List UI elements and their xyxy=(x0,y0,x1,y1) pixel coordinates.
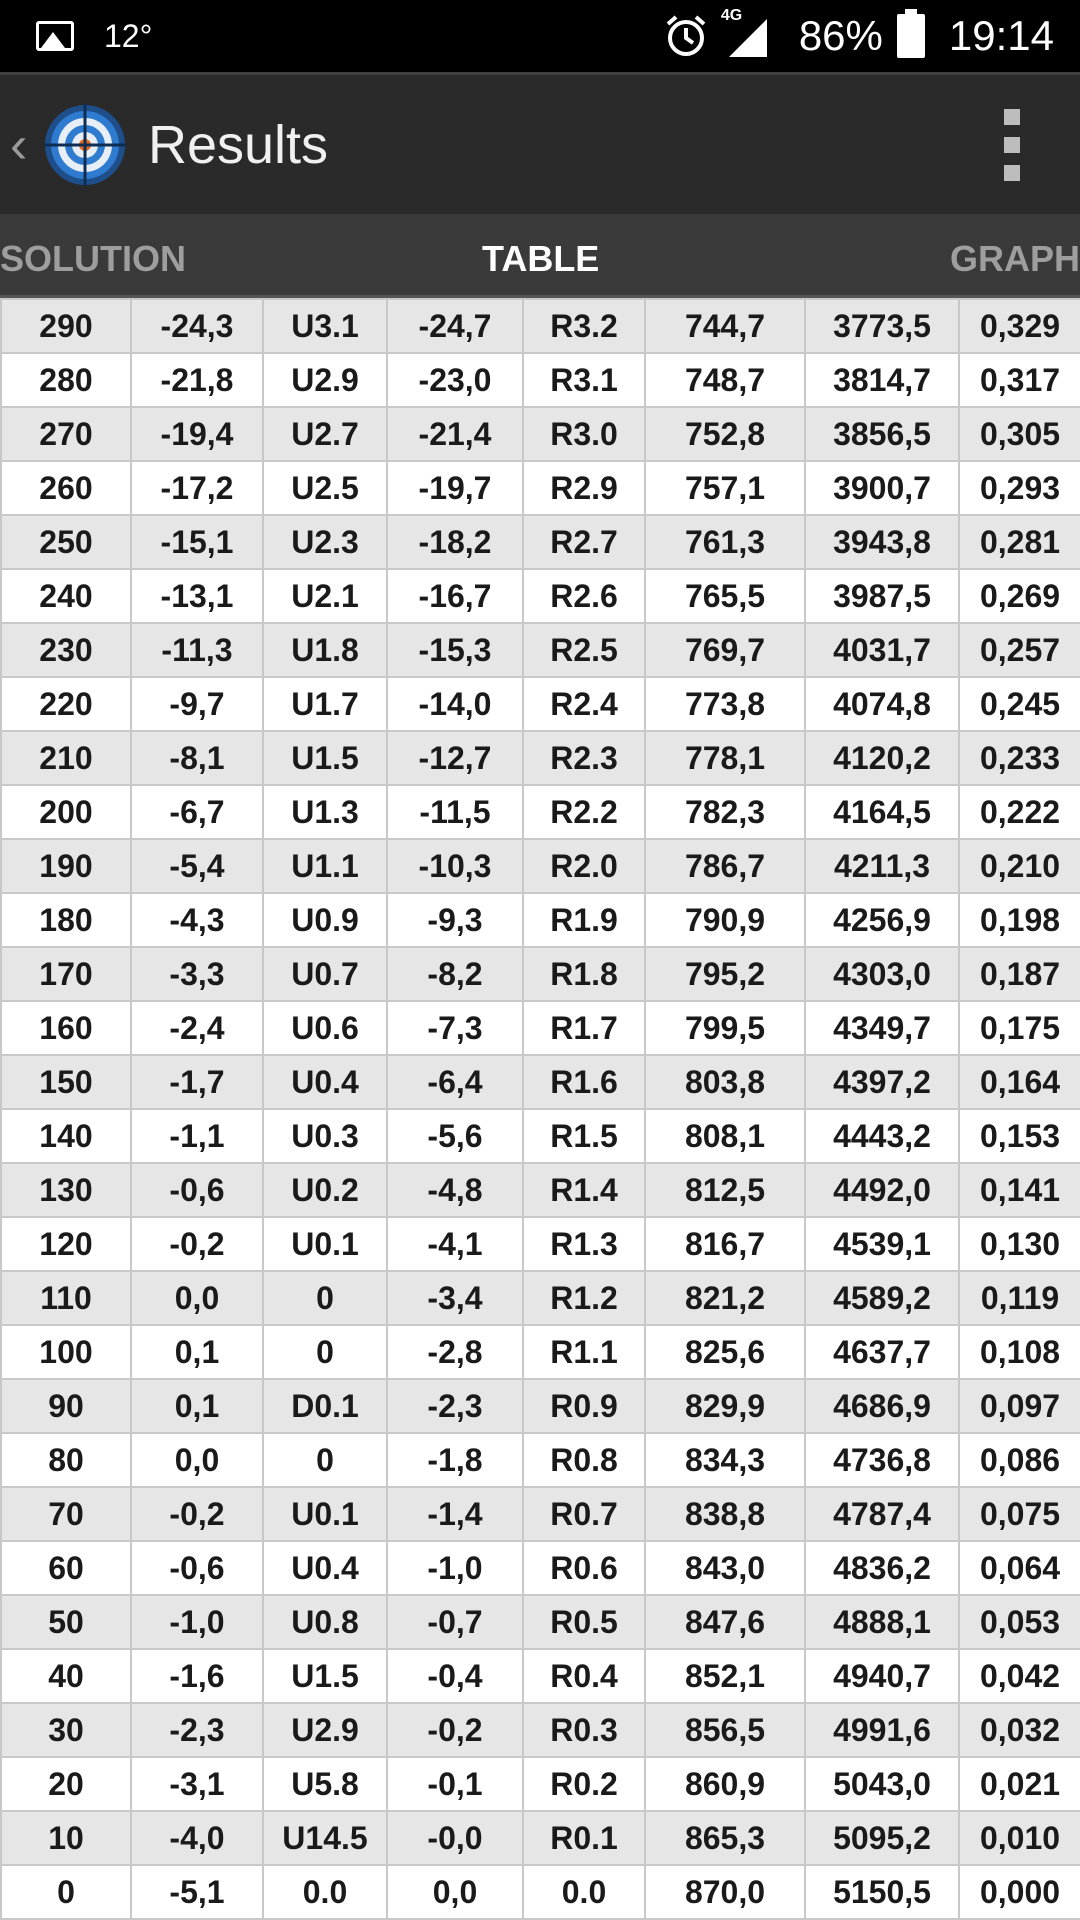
table-cell: -18,2 xyxy=(387,515,523,569)
table-cell: R1.9 xyxy=(523,893,645,947)
table-cell: -17,2 xyxy=(131,461,263,515)
table-cell: U0.2 xyxy=(263,1163,387,1217)
table-cell: 280 xyxy=(1,353,131,407)
table-cell: R0.4 xyxy=(523,1649,645,1703)
tab-table[interactable]: TABLE xyxy=(482,238,600,279)
table-row xyxy=(1,1649,1080,1703)
table-cell: 20 xyxy=(1,1757,131,1811)
table-cell: 769,7 xyxy=(645,623,805,677)
table-cell: 808,1 xyxy=(645,1109,805,1163)
table-cell: 821,2 xyxy=(645,1271,805,1325)
table-cell: -3,4 xyxy=(387,1271,523,1325)
table-cell: U5.8 xyxy=(263,1757,387,1811)
table-cell: 3900,7 xyxy=(805,461,959,515)
page-title: Results xyxy=(148,114,329,175)
table-row xyxy=(1,1217,1080,1271)
table-cell: R1.4 xyxy=(523,1163,645,1217)
table-cell: 0,257 xyxy=(959,623,1080,677)
table-cell: 100 xyxy=(1,1325,131,1379)
table-cell: R2.6 xyxy=(523,569,645,623)
overflow-menu-icon[interactable] xyxy=(1004,109,1020,181)
table-row xyxy=(1,731,1080,785)
table-cell: R0.1 xyxy=(523,1811,645,1865)
table-cell: -0,2 xyxy=(387,1703,523,1757)
table-row xyxy=(1,1433,1080,1487)
table-cell: -1,0 xyxy=(387,1541,523,1595)
table-cell: -0,2 xyxy=(131,1487,263,1541)
table-cell: -0,6 xyxy=(131,1163,263,1217)
table-cell: -8,2 xyxy=(387,947,523,1001)
table-cell: 150 xyxy=(1,1055,131,1109)
table-row xyxy=(1,515,1080,569)
table-cell: U0.4 xyxy=(263,1055,387,1109)
table-cell: 0,305 xyxy=(959,407,1080,461)
table-cell: 3814,7 xyxy=(805,353,959,407)
table-cell: 0 xyxy=(263,1433,387,1487)
table-cell: -2,3 xyxy=(387,1379,523,1433)
table-row xyxy=(1,1109,1080,1163)
table-cell: -13,1 xyxy=(131,569,263,623)
table-cell: 0,141 xyxy=(959,1163,1080,1217)
table-cell: 160 xyxy=(1,1001,131,1055)
table-cell: 829,9 xyxy=(645,1379,805,1433)
table-cell: 761,3 xyxy=(645,515,805,569)
table-cell: 90 xyxy=(1,1379,131,1433)
table-cell: 50 xyxy=(1,1595,131,1649)
table-cell: -11,3 xyxy=(131,623,263,677)
table-cell: 4539,1 xyxy=(805,1217,959,1271)
table-row xyxy=(1,299,1080,353)
table-cell: 865,3 xyxy=(645,1811,805,1865)
table-cell: -23,0 xyxy=(387,353,523,407)
table-cell: U2.7 xyxy=(263,407,387,461)
table-cell: 250 xyxy=(1,515,131,569)
table-cell: -3,3 xyxy=(131,947,263,1001)
table-cell: 3943,8 xyxy=(805,515,959,569)
table-row xyxy=(1,461,1080,515)
table-cell: -1,7 xyxy=(131,1055,263,1109)
table-cell: -6,7 xyxy=(131,785,263,839)
table-cell: R2.3 xyxy=(523,731,645,785)
table-row xyxy=(1,947,1080,1001)
table-cell: 0,233 xyxy=(959,731,1080,785)
table-cell: R1.1 xyxy=(523,1325,645,1379)
table-cell: 0,281 xyxy=(959,515,1080,569)
table-cell: R2.0 xyxy=(523,839,645,893)
table-cell: 4736,8 xyxy=(805,1433,959,1487)
table-cell: U2.3 xyxy=(263,515,387,569)
table-cell: 838,8 xyxy=(645,1487,805,1541)
table-cell: 3856,5 xyxy=(805,407,959,461)
table-cell: -6,4 xyxy=(387,1055,523,1109)
table-cell: R2.9 xyxy=(523,461,645,515)
table-cell: 0,187 xyxy=(959,947,1080,1001)
table-cell: 40 xyxy=(1,1649,131,1703)
temperature-text: 12° xyxy=(104,17,153,54)
table-cell: -0,4 xyxy=(387,1649,523,1703)
table-cell: 748,7 xyxy=(645,353,805,407)
table-cell: 0,198 xyxy=(959,893,1080,947)
table-cell: 860,9 xyxy=(645,1757,805,1811)
table-cell: 5043,0 xyxy=(805,1757,959,1811)
table-cell: 4303,0 xyxy=(805,947,959,1001)
table-cell: -0,2 xyxy=(131,1217,263,1271)
table-cell: 0,075 xyxy=(959,1487,1080,1541)
table-cell: U0.3 xyxy=(263,1109,387,1163)
tab-graph[interactable]: GRAPH xyxy=(950,238,1080,279)
table-cell: U0.8 xyxy=(263,1595,387,1649)
table-cell: 0,293 xyxy=(959,461,1080,515)
table-cell: 752,8 xyxy=(645,407,805,461)
table-cell: 0,0 xyxy=(131,1433,263,1487)
table-cell: 786,7 xyxy=(645,839,805,893)
table-row xyxy=(1,1595,1080,1649)
table-cell: 0,010 xyxy=(959,1811,1080,1865)
table-cell: 4940,7 xyxy=(805,1649,959,1703)
table-cell: -5,1 xyxy=(131,1865,263,1919)
table-cell: -24,7 xyxy=(387,299,523,353)
table-cell: D0.1 xyxy=(263,1379,387,1433)
table-cell: R3.0 xyxy=(523,407,645,461)
table-cell: 825,6 xyxy=(645,1325,805,1379)
table-row xyxy=(1,1865,1080,1919)
table-cell: R1.5 xyxy=(523,1109,645,1163)
table-cell: 110 xyxy=(1,1271,131,1325)
table-cell: -2,4 xyxy=(131,1001,263,1055)
table-row xyxy=(1,1001,1080,1055)
table-cell: U2.1 xyxy=(263,569,387,623)
table-cell: R1.2 xyxy=(523,1271,645,1325)
table-cell: 0 xyxy=(263,1325,387,1379)
table-cell: -0,1 xyxy=(387,1757,523,1811)
table-cell: 4256,9 xyxy=(805,893,959,947)
table-cell: 852,1 xyxy=(645,1649,805,1703)
table-cell: R1.7 xyxy=(523,1001,645,1055)
table-cell: -4,3 xyxy=(131,893,263,947)
table-cell: U0.9 xyxy=(263,893,387,947)
table-cell: 4492,0 xyxy=(805,1163,959,1217)
table-row xyxy=(1,1703,1080,1757)
table-cell: R0.7 xyxy=(523,1487,645,1541)
table-cell: R2.4 xyxy=(523,677,645,731)
table-cell: 803,8 xyxy=(645,1055,805,1109)
alarm-icon xyxy=(663,13,709,59)
table-cell: 812,5 xyxy=(645,1163,805,1217)
table-cell: 843,0 xyxy=(645,1541,805,1595)
table-cell: 190 xyxy=(1,839,131,893)
table-cell: 80 xyxy=(1,1433,131,1487)
table-cell: -11,5 xyxy=(387,785,523,839)
tab-solution[interactable]: SOLUTION xyxy=(0,238,186,279)
table-cell: 0,222 xyxy=(959,785,1080,839)
table-cell: 816,7 xyxy=(645,1217,805,1271)
table-cell: 4120,2 xyxy=(805,731,959,785)
table-cell: -7,3 xyxy=(387,1001,523,1055)
table-cell: U1.5 xyxy=(263,731,387,785)
table-cell: 847,6 xyxy=(645,1595,805,1649)
table-cell: R1.6 xyxy=(523,1055,645,1109)
table-cell: -19,4 xyxy=(131,407,263,461)
table-cell: 4888,1 xyxy=(805,1595,959,1649)
table-cell: U0.7 xyxy=(263,947,387,1001)
network-type-text: 4G xyxy=(720,7,743,24)
table-cell: R0.8 xyxy=(523,1433,645,1487)
table-cell: -16,7 xyxy=(387,569,523,623)
table-cell: R2.7 xyxy=(523,515,645,569)
table-cell: 5150,5 xyxy=(805,1865,959,1919)
table-cell: 0,0 xyxy=(131,1271,263,1325)
table-cell: 0,245 xyxy=(959,677,1080,731)
table-cell: 4031,7 xyxy=(805,623,959,677)
table-cell: -1,4 xyxy=(387,1487,523,1541)
table-cell: 4074,8 xyxy=(805,677,959,731)
table-cell: U1.5 xyxy=(263,1649,387,1703)
table-cell: 744,7 xyxy=(645,299,805,353)
table-cell: -10,3 xyxy=(387,839,523,893)
table-cell: 0,1 xyxy=(131,1379,263,1433)
table-cell: U2.9 xyxy=(263,353,387,407)
table-cell: -1,8 xyxy=(387,1433,523,1487)
table-row xyxy=(1,623,1080,677)
table-cell: 240 xyxy=(1,569,131,623)
table-cell: U2.5 xyxy=(263,461,387,515)
table-row xyxy=(1,677,1080,731)
table-cell: 0,269 xyxy=(959,569,1080,623)
table-cell: -1,6 xyxy=(131,1649,263,1703)
table-cell: 230 xyxy=(1,623,131,677)
table-row xyxy=(1,1325,1080,1379)
table-cell: 10 xyxy=(1,1811,131,1865)
table-cell: U1.3 xyxy=(263,785,387,839)
table-cell: U0.1 xyxy=(263,1487,387,1541)
table-cell: 4991,6 xyxy=(805,1703,959,1757)
table-cell: 4787,4 xyxy=(805,1487,959,1541)
table-cell: 0.0 xyxy=(263,1865,387,1919)
table-row xyxy=(1,1055,1080,1109)
tab-bar xyxy=(0,214,1080,298)
table-cell: U1.1 xyxy=(263,839,387,893)
table-cell: 0,042 xyxy=(959,1649,1080,1703)
table-cell: U14.5 xyxy=(263,1811,387,1865)
table-cell: U2.9 xyxy=(263,1703,387,1757)
table-row xyxy=(1,785,1080,839)
table-cell: 5095,2 xyxy=(805,1811,959,1865)
table-cell: 0.0 xyxy=(523,1865,645,1919)
table-cell: 0,097 xyxy=(959,1379,1080,1433)
table-cell: -24,3 xyxy=(131,299,263,353)
table-cell: -0,6 xyxy=(131,1541,263,1595)
table-cell: 790,9 xyxy=(645,893,805,947)
table-cell: 0,317 xyxy=(959,353,1080,407)
table-row xyxy=(1,353,1080,407)
table-cell: -21,8 xyxy=(131,353,263,407)
table-cell: 180 xyxy=(1,893,131,947)
table-cell: 4349,7 xyxy=(805,1001,959,1055)
table-cell: 140 xyxy=(1,1109,131,1163)
table-cell: R2.5 xyxy=(523,623,645,677)
table-cell: R0.3 xyxy=(523,1703,645,1757)
table-cell: -2,3 xyxy=(131,1703,263,1757)
table-row xyxy=(1,1487,1080,1541)
table-cell: -5,6 xyxy=(387,1109,523,1163)
table-cell: 4637,7 xyxy=(805,1325,959,1379)
table-cell: 0,130 xyxy=(959,1217,1080,1271)
table-cell: -21,4 xyxy=(387,407,523,461)
table-row xyxy=(1,1811,1080,1865)
table-cell: -15,3 xyxy=(387,623,523,677)
table-cell: 120 xyxy=(1,1217,131,1271)
table-cell: 220 xyxy=(1,677,131,731)
table-cell: 0,064 xyxy=(959,1541,1080,1595)
table-cell: -4,1 xyxy=(387,1217,523,1271)
table-cell: 0,032 xyxy=(959,1703,1080,1757)
table-cell: R0.9 xyxy=(523,1379,645,1433)
table-cell: 0,119 xyxy=(959,1271,1080,1325)
target-logo-icon[interactable] xyxy=(42,102,128,188)
table-cell: 834,3 xyxy=(645,1433,805,1487)
table-row xyxy=(1,407,1080,461)
table-cell: 4164,5 xyxy=(805,785,959,839)
table-cell: R3.1 xyxy=(523,353,645,407)
table-cell: 260 xyxy=(1,461,131,515)
table-cell: -19,7 xyxy=(387,461,523,515)
table-cell: 799,5 xyxy=(645,1001,805,1055)
table-cell: 0,1 xyxy=(131,1325,263,1379)
table-cell: -1,1 xyxy=(131,1109,263,1163)
table-cell: U0.1 xyxy=(263,1217,387,1271)
table-row xyxy=(1,1163,1080,1217)
table-row xyxy=(1,1271,1080,1325)
table-cell: 0,053 xyxy=(959,1595,1080,1649)
table-cell: 210 xyxy=(1,731,131,785)
image-icon xyxy=(36,21,74,51)
table-cell: 0 xyxy=(1,1865,131,1919)
table-cell: 4443,2 xyxy=(805,1109,959,1163)
table-cell: 0,086 xyxy=(959,1433,1080,1487)
table-cell: -5,4 xyxy=(131,839,263,893)
table-cell: R2.2 xyxy=(523,785,645,839)
results-table[interactable] xyxy=(0,298,1080,1920)
table-cell: -2,8 xyxy=(387,1325,523,1379)
table-cell: 70 xyxy=(1,1487,131,1541)
table-cell: 4589,2 xyxy=(805,1271,959,1325)
table-cell: 3987,5 xyxy=(805,569,959,623)
table-cell: -3,1 xyxy=(131,1757,263,1811)
table-row xyxy=(1,893,1080,947)
table-cell: 60 xyxy=(1,1541,131,1595)
table-cell: 170 xyxy=(1,947,131,1001)
table-cell: -4,0 xyxy=(131,1811,263,1865)
table-cell: 0,329 xyxy=(959,299,1080,353)
table-cell: U3.1 xyxy=(263,299,387,353)
table-cell: 4397,2 xyxy=(805,1055,959,1109)
table-cell: -9,7 xyxy=(131,677,263,731)
table-cell: 3773,5 xyxy=(805,299,959,353)
table-cell: 4211,3 xyxy=(805,839,959,893)
table-cell: 757,1 xyxy=(645,461,805,515)
table-cell: 4836,2 xyxy=(805,1541,959,1595)
table-cell: 0,108 xyxy=(959,1325,1080,1379)
table-row xyxy=(1,1757,1080,1811)
table-cell: 870,0 xyxy=(645,1865,805,1919)
table-row xyxy=(1,1379,1080,1433)
table-cell: 200 xyxy=(1,785,131,839)
back-chevron-icon[interactable]: ‹ xyxy=(10,115,28,174)
table-cell: 0 xyxy=(263,1271,387,1325)
table-row xyxy=(1,569,1080,623)
table-cell: 782,3 xyxy=(645,785,805,839)
table-cell: 795,2 xyxy=(645,947,805,1001)
table-cell: 0,210 xyxy=(959,839,1080,893)
table-cell: -4,8 xyxy=(387,1163,523,1217)
table-cell: 765,5 xyxy=(645,569,805,623)
clock-text: 19:14 xyxy=(948,12,1054,59)
table-cell: U1.8 xyxy=(263,623,387,677)
table-cell: -0,7 xyxy=(387,1595,523,1649)
table-cell: 270 xyxy=(1,407,131,461)
table-cell: -9,3 xyxy=(387,893,523,947)
table-cell: 4686,9 xyxy=(805,1379,959,1433)
table-cell: -14,0 xyxy=(387,677,523,731)
table-cell: 0,175 xyxy=(959,1001,1080,1055)
table-cell: 773,8 xyxy=(645,677,805,731)
table-cell: R1.8 xyxy=(523,947,645,1001)
table-cell: 130 xyxy=(1,1163,131,1217)
table-cell: 856,5 xyxy=(645,1703,805,1757)
table-cell: -0,0 xyxy=(387,1811,523,1865)
table-cell: R3.2 xyxy=(523,299,645,353)
table-cell: -1,0 xyxy=(131,1595,263,1649)
action-bar xyxy=(0,72,1080,214)
table-cell: 290 xyxy=(1,299,131,353)
table-cell: 0,164 xyxy=(959,1055,1080,1109)
table-cell: 778,1 xyxy=(645,731,805,785)
table-row xyxy=(1,1541,1080,1595)
signal-icon xyxy=(720,7,771,59)
table-cell: -8,1 xyxy=(131,731,263,785)
table-cell: U1.7 xyxy=(263,677,387,731)
battery-percent-text: 86% xyxy=(798,12,883,59)
table-cell: R1.3 xyxy=(523,1217,645,1271)
table-cell: 30 xyxy=(1,1703,131,1757)
table-cell: -12,7 xyxy=(387,731,523,785)
table-cell: 0,0 xyxy=(387,1865,523,1919)
table-row xyxy=(1,839,1080,893)
table-cell: 0,000 xyxy=(959,1865,1080,1919)
table-cell: 0,021 xyxy=(959,1757,1080,1811)
table-cell: R0.6 xyxy=(523,1541,645,1595)
battery-icon xyxy=(897,14,925,58)
table-cell: R0.5 xyxy=(523,1595,645,1649)
table-cell: 0,153 xyxy=(959,1109,1080,1163)
table-cell: U0.4 xyxy=(263,1541,387,1595)
table-cell: U0.6 xyxy=(263,1001,387,1055)
table-cell: R0.2 xyxy=(523,1757,645,1811)
status-bar xyxy=(0,0,1080,72)
table-cell: -15,1 xyxy=(131,515,263,569)
